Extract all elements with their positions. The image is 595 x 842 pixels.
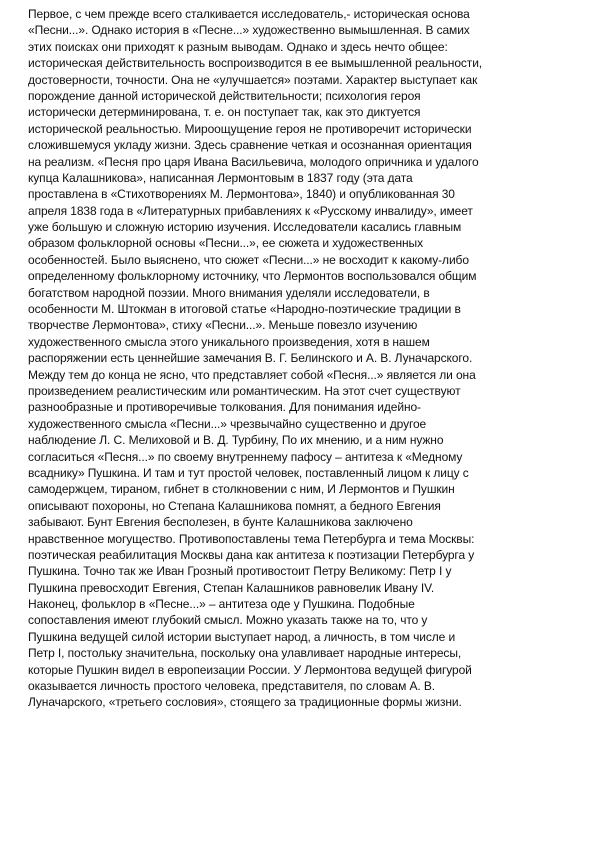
text-line: Пушкина ведущей силой истории выступает народ, а личность, в том числе и: [28, 629, 456, 644]
text-line: всаднику» Пушкина. И там и тут простой человек, поставленный лицом к лицу с: [28, 465, 469, 480]
text-line: Между тем до конца не ясно, что представляет собой «Песня...» является ли она: [28, 367, 476, 382]
text-line: нравственное могущество. Противопоставлены тема Петербурга и тема Москвы:: [28, 531, 475, 546]
text-line: особенности М. Штокман в итоговой статье «Народно-поэтические традиции в: [28, 302, 461, 317]
text-line: сопоставления имеют глубокий смысл. Можно указать также на то, что у: [28, 613, 428, 628]
text-line: описывают похороны, но Степана Калашникова помнят, а бедного Евгения: [28, 498, 441, 513]
text-line: распоряжении есть ценнейшие замечания В. Г. Белинского и А. В. Луначарского.: [28, 351, 473, 366]
text-line: апреля 1838 года в «Литературных прибавлениях к «Русскому инвалиду», имеет: [28, 203, 473, 218]
text-line: Пушкина превосходит Евгения, Степан Калашников равновелик Ивану IV.: [28, 580, 435, 595]
text-line: особенностей. Было выяснено, что сюжет «Песни...» не восходит к какому-либо: [28, 252, 469, 267]
text-line: творчестве Лермонтова», стиху «Песни...». Меньше повезло изучению: [28, 318, 418, 333]
text-line: «Песни...». Однако история в «Песне...» художественно вымышленная. В самих: [28, 23, 470, 38]
text-line: уже большую и сложную историю изучения. Исследователи касались главным: [28, 220, 462, 235]
text-line: этих поисках они приходят к разным выводам. Однако и здесь нечто общее:: [28, 39, 448, 54]
text-line: Петр I, постольку значительна, поскольку она улавливает народные интересы,: [28, 646, 462, 661]
text-line: достоверности, точности. Она не «улучшается» поэтами. Характер выступает как: [28, 72, 478, 87]
text-line: забывают. Бунт Евгения бесполезен, в бунте Калашникова заключено: [28, 515, 413, 530]
text-line: определенному фольклорному источнику, что Лермонтов воспользовался общим: [28, 269, 477, 284]
text-line: порождение данной исторической действительности; психология героя: [28, 88, 421, 103]
body-text: [28, 6, 573, 711]
text-line: художественного смысла этого уникального произведения, хотя в нашем: [28, 334, 430, 349]
text-line: согласиться «Песня...» по своему внутреннему пафосу – антитеза к «Медному: [28, 449, 463, 464]
text-line: художественного смысла «Песни...» чрезвычайно существенно и другое: [28, 416, 427, 431]
text-line: самодержцем, тираном, гибнет в столкновении с ним, И Лермонтов и Пушкин: [28, 482, 455, 497]
text-line: проставлена в «Стихотворениях М. Лермонтова», 1840) и опубликованная 30: [28, 187, 455, 202]
text-line: Наконец, фольклор в «Песне...» – антитеза оде у Пушкина. Подобные: [28, 597, 415, 612]
text-line: историческая действительность воспроизводится в ее вымышленной реальности,: [28, 56, 483, 71]
text-line: наблюдение Л. С. Мелиховой и В. Д. Турбину, По их мнению, и а ним нужно: [28, 433, 444, 448]
text-line: Луначарского, «третьего сословия», стоящего за традиционные формы жизни.: [28, 695, 462, 710]
text-line: разнообразные и противоречивые толкования. Для понимания идейно-: [28, 400, 421, 415]
text-line: оказывается личность простого человека, представителя, по словам А. В.: [28, 679, 436, 694]
text-line: исторически детерминирована, т. е. он поступает так, как это диктуется: [28, 105, 421, 120]
text-line: которые Пушкин видел в европеизации России. У Лермонтова ведущей фигурой: [28, 662, 472, 677]
text-line: Первое, с чем прежде всего сталкивается исследователь,- историческая основа: [28, 7, 470, 21]
text-line: образом фольклорной основы «Песни...», ее сюжета и художественных: [28, 236, 423, 251]
text-line: исторической реальностью. Мироощущение героя не противоречит исторически: [28, 121, 472, 136]
text-line: произведением реалистическим или романтическим. На этот счет существуют: [28, 383, 461, 398]
text-line: сложившемуся укладу жизни. Здесь сравнение четкая и осознанная ориентация: [28, 138, 472, 153]
text-line: богатством народной поэзии. Много внимания уделяли исследователи, в: [28, 285, 430, 300]
text-line: на реализм. «Песня про царя Ивана Васильевича, молодого опричника и удалого: [28, 154, 479, 169]
text-line: Пушкина. Точно так же Иван Грозный противостоит Петру Великому: Петр I у: [28, 564, 452, 579]
text-line: купца Калашникова», написанная Лермонтовым в 1837 году (эта дата: [28, 170, 413, 185]
text-line: поэтическая реабилитация Москвы дана как антитеза к поэтизации Петербурга у: [28, 547, 475, 562]
